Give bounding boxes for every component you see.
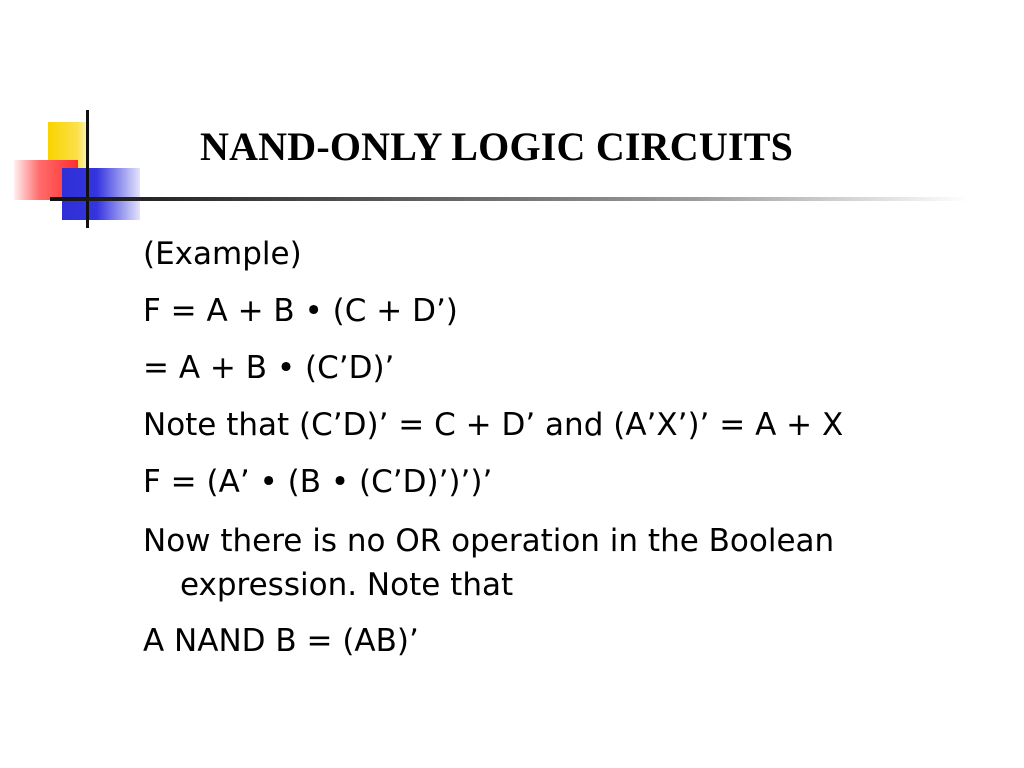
note-line: Note that (C’D)’ = C + D’ and (A’X’)’ = A + X (143, 407, 844, 443)
slide-title: NAND-ONLY LOGIC CIRCUITS (200, 124, 794, 169)
nand-definition-line: A NAND B = (AB)’ (143, 623, 419, 659)
equation-line: F = A + B • (C + D’) (143, 293, 458, 329)
vertical-rule-decoration (86, 110, 89, 228)
explanation-paragraph: Now there is no OR operation in the Boolean expression. Note that (143, 523, 835, 603)
slide-body (143, 234, 983, 678)
equation-line: F = (A’ • (B • (C’D)’)’)’ (143, 464, 493, 500)
example-heading: (Example) (143, 236, 302, 272)
title-underline-rule (50, 197, 970, 201)
decorative-squares-logo (0, 0, 140, 240)
equation-line: = A + B • (C’D)’ (143, 350, 395, 386)
blue-square-decoration (62, 168, 140, 220)
